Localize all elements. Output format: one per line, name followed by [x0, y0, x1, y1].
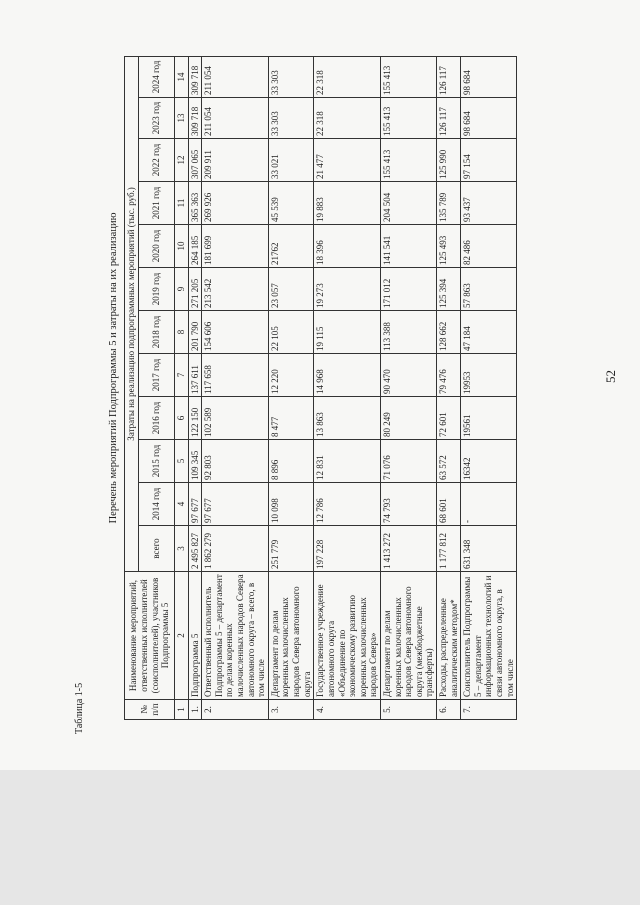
row-year-value-cell: 97 154	[461, 139, 517, 182]
row-number-cell: 7.	[461, 700, 517, 720]
table-body	[188, 56, 517, 719]
row-year-value-cell: 33 021	[268, 139, 313, 182]
column-number: 6	[175, 397, 189, 440]
row-year-value-cell: 21762	[268, 225, 313, 268]
row-year-value-cell: 19 883	[314, 182, 381, 225]
rotated-content	[0, 58, 640, 748]
table-row	[461, 56, 517, 719]
row-number-cell: 6.	[437, 700, 461, 720]
row-year-value-cell: 126 117	[437, 56, 461, 97]
row-year-value-cell: 97 677	[188, 483, 202, 526]
row-year-value-cell: 128 662	[437, 311, 461, 354]
row-year-value-cell: 33 303	[268, 56, 313, 97]
header-num: № п/п	[125, 700, 175, 720]
row-year-value-cell: 19561	[461, 397, 517, 440]
column-number: 8	[175, 311, 189, 354]
row-year-value-cell: 8 896	[268, 440, 313, 483]
row-number-cell: 3.	[268, 700, 313, 720]
table-row	[188, 56, 202, 719]
header-year: 2015 год	[139, 440, 175, 483]
row-year-value-cell: 22 318	[314, 98, 381, 139]
row-year-value-cell: 204 504	[380, 182, 436, 225]
row-year-value-cell: 135 789	[437, 182, 461, 225]
header-year: 2024 год	[139, 56, 175, 97]
row-year-value-cell: 122 150	[188, 397, 202, 440]
column-number: 14	[175, 56, 189, 97]
row-year-value-cell: 74 793	[380, 483, 436, 526]
row-year-value-cell: 209 911	[202, 139, 269, 182]
column-number: 7	[175, 354, 189, 397]
row-number-cell: 1.	[188, 700, 202, 720]
row-year-value-cell: -	[461, 483, 517, 526]
row-year-value-cell: 19 273	[314, 268, 381, 311]
row-number-cell: 2.	[202, 700, 269, 720]
row-year-value-cell: 93 437	[461, 182, 517, 225]
row-year-value-cell: 307 065	[188, 139, 202, 182]
row-year-value-cell: 19953	[461, 354, 517, 397]
row-total-cell: 1 177 812	[437, 526, 461, 572]
row-year-value-cell: 33 303	[268, 98, 313, 139]
row-year-value-cell: 264 185	[188, 225, 202, 268]
row-year-value-cell: 213 542	[202, 268, 269, 311]
row-year-value-cell: 68 601	[437, 483, 461, 526]
table-row	[380, 56, 436, 719]
row-year-value-cell: 16342	[461, 440, 517, 483]
row-year-value-cell: 97 677	[202, 483, 269, 526]
row-year-value-cell: 117 658	[202, 354, 269, 397]
row-year-value-cell: 12 786	[314, 483, 381, 526]
column-number: 11	[175, 182, 189, 225]
row-year-value-cell: 271 205	[188, 268, 202, 311]
row-year-value-cell: 211 054	[202, 98, 269, 139]
column-number: 4	[175, 483, 189, 526]
header-costs-group: Затраты на реализацию подпрограммных мероприятий (тыс. руб.)	[125, 56, 139, 571]
row-total-cell: 1 862 279	[202, 526, 269, 572]
row-year-value-cell: 82 486	[461, 225, 517, 268]
header-year: 2016 год	[139, 397, 175, 440]
row-year-value-cell: 92 803	[202, 440, 269, 483]
row-year-value-cell: 98 684	[461, 98, 517, 139]
row-year-value-cell: 71 076	[380, 440, 436, 483]
row-year-value-cell: 79 476	[437, 354, 461, 397]
column-number: 9	[175, 268, 189, 311]
row-year-value-cell: 21 477	[314, 139, 381, 182]
row-year-value-cell: 22 105	[268, 311, 313, 354]
row-year-value-cell: 22 318	[314, 56, 381, 97]
row-year-value-cell: 72 601	[437, 397, 461, 440]
row-year-value-cell: 10 098	[268, 483, 313, 526]
row-year-value-cell: 8 477	[268, 397, 313, 440]
row-year-value-cell: 141 541	[380, 225, 436, 268]
row-year-value-cell: 63 572	[437, 440, 461, 483]
row-year-value-cell: 13 863	[314, 397, 381, 440]
row-year-value-cell: 181 699	[202, 225, 269, 268]
row-total-cell: 1 413 272	[380, 526, 436, 572]
table-row	[202, 56, 269, 719]
row-name-cell: Ответственный исполнитель Подпрограммы 5 – департамент по делам коренных малочисленных народов Севера автономного округа – всего, в том числе	[202, 572, 269, 700]
row-total-cell: 631 348	[461, 526, 517, 572]
table-row	[314, 56, 381, 719]
row-year-value-cell: 155 413	[380, 98, 436, 139]
header-year: 2020 год	[139, 225, 175, 268]
row-total-cell: 2 495 827	[188, 526, 202, 572]
header-year: 2017 год	[139, 354, 175, 397]
row-year-value-cell: 113 388	[380, 311, 436, 354]
row-year-value-cell: 365 363	[188, 182, 202, 225]
row-year-value-cell: 269 926	[202, 182, 269, 225]
row-year-value-cell: 102 589	[202, 397, 269, 440]
row-year-value-cell: 155 413	[380, 139, 436, 182]
row-year-value-cell: 12 220	[268, 354, 313, 397]
row-year-value-cell: 23 057	[268, 268, 313, 311]
header-year: 2018 год	[139, 311, 175, 354]
column-number: 3	[175, 526, 189, 572]
column-number: 12	[175, 139, 189, 182]
row-year-value-cell: 125 493	[437, 225, 461, 268]
page-number: 52	[603, 370, 618, 383]
table-label: Таблица 1-5	[74, 682, 85, 734]
row-year-value-cell: 125 990	[437, 139, 461, 182]
row-year-value-cell: 80 249	[380, 397, 436, 440]
column-number: 13	[175, 98, 189, 139]
row-year-value-cell: 125 394	[437, 268, 461, 311]
table-row	[268, 56, 313, 719]
row-year-value-cell: 171 012	[380, 268, 436, 311]
row-year-value-cell: 211 054	[202, 56, 269, 97]
header-year: 2014 год	[139, 483, 175, 526]
header-year: 2023 год	[139, 98, 175, 139]
table-caption: Перечень мероприятий Подпрограммы 5 и затраты на их реализацию	[108, 212, 119, 524]
row-name-cell: Департамент по делам коренных малочисленных народов Севера автономного округа (межбюджетные трансферты)	[380, 572, 436, 700]
column-number: 1	[175, 700, 189, 720]
column-numbers-row	[175, 56, 189, 719]
row-name-cell: Подпрограмма 5	[188, 572, 202, 700]
row-name-cell: Соисполнитель Подпрограммы 5 – департамент информационных технологий и связи автономного округа, в том числе	[461, 572, 517, 700]
header-name: Наименование мероприятий, ответственных исполнителей (соисполнителей), участников Подпрограммы 5	[125, 572, 175, 700]
row-year-value-cell: 57 863	[461, 268, 517, 311]
header-year: 2022 год	[139, 139, 175, 182]
row-year-value-cell: 126 117	[437, 98, 461, 139]
row-year-value-cell: 137 611	[188, 354, 202, 397]
row-year-value-cell: 12 831	[314, 440, 381, 483]
row-number-cell: 4.	[314, 700, 381, 720]
row-number-cell: 5.	[380, 700, 436, 720]
header-year: 2021 год	[139, 182, 175, 225]
row-year-value-cell: 155 413	[380, 56, 436, 97]
row-year-value-cell: 47 184	[461, 311, 517, 354]
column-number: 10	[175, 225, 189, 268]
row-total-cell: 251 779	[268, 526, 313, 572]
row-name-cell: Расходы, распределенные аналитическим методом*	[437, 572, 461, 700]
column-number: 2	[175, 572, 189, 700]
row-year-value-cell: 309 718	[188, 98, 202, 139]
row-year-value-cell: 154 606	[202, 311, 269, 354]
row-year-value-cell: 90 470	[380, 354, 436, 397]
row-year-value-cell: 98 684	[461, 56, 517, 97]
row-year-value-cell: 45 539	[268, 182, 313, 225]
header-total: всего	[139, 526, 175, 572]
row-year-value-cell: 201 790	[188, 311, 202, 354]
row-year-value-cell: 14 968	[314, 354, 381, 397]
row-total-cell: 197 228	[314, 526, 381, 572]
row-name-cell: Государственное учреждение автономного округа «Объединение по экономическому развитию коренных малочисленных народов Севера»	[314, 572, 381, 700]
row-year-value-cell: 18 396	[314, 225, 381, 268]
expenditure-table	[124, 56, 517, 720]
header-year: 2019 год	[139, 268, 175, 311]
row-year-value-cell: 309 718	[188, 56, 202, 97]
row-name-cell: Департамент по делам коренных малочисленных народов Севера автономного округа	[268, 572, 313, 700]
column-number: 5	[175, 440, 189, 483]
row-year-value-cell: 19 115	[314, 311, 381, 354]
table-row	[437, 56, 461, 719]
row-year-value-cell: 109 345	[188, 440, 202, 483]
